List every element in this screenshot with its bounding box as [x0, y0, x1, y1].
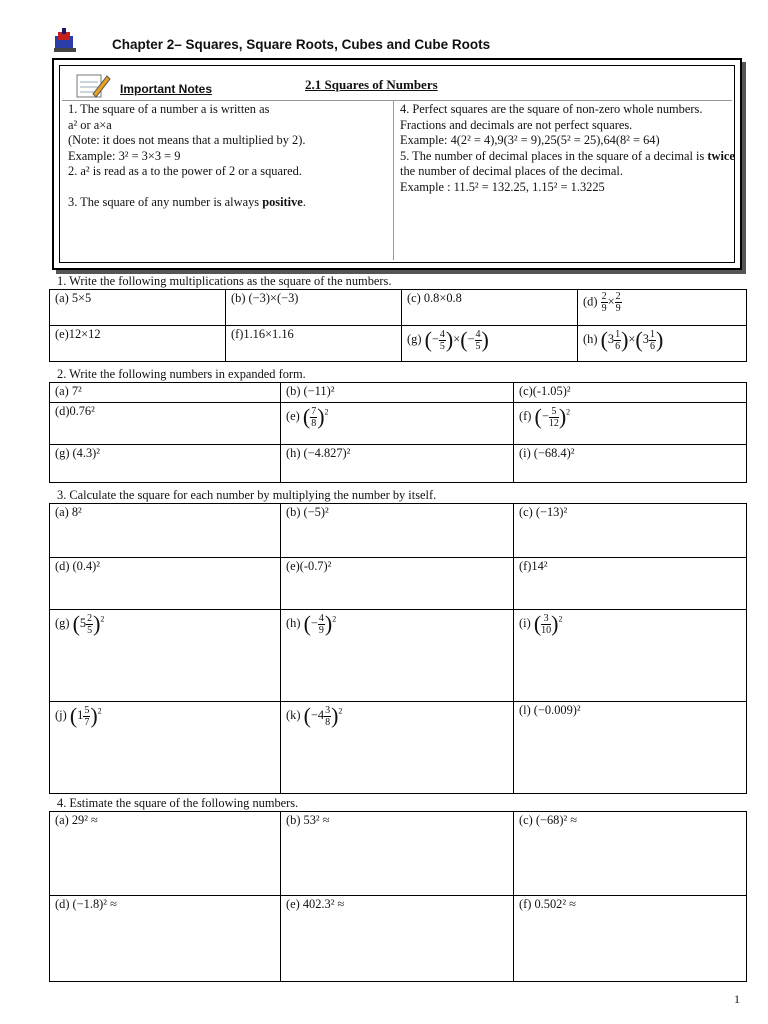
q3-cell-e: (e)(-0.7)²	[281, 558, 514, 610]
notes-section-title: 2.1 Squares of Numbers	[305, 77, 438, 92]
note-1-remark: (Note: it does not means that a multiplied by 2).	[68, 133, 306, 147]
q3-cell-h: (h) (− $\frac{4}{9}$ )$^2$	[281, 610, 514, 702]
q4-cell-a: (a) 29² ≈	[50, 812, 281, 896]
note-5-example: Example : 11.5² = 132.25, 1.15² = 1.3225	[400, 179, 605, 194]
question-3-table	[49, 503, 747, 794]
q3-cell-j: (j) (1 $\frac{5}{7}$ )$^2$	[50, 702, 281, 794]
q1-cell-a: (a) 5×5	[50, 290, 226, 326]
q1-cell-e: (e)12×12	[50, 326, 226, 362]
q3-cell-k: (k) (−4 $\frac{3}{8}$ )$^2$	[281, 702, 514, 794]
q2-cell-d: (d)0.76²	[50, 403, 281, 445]
notes-left-column	[68, 102, 386, 210]
q2-cell-f: (f) (− $\frac{5}{12}$ )$^2$	[514, 403, 747, 445]
note-1: 1. The square of a number a is written as	[68, 102, 270, 116]
important-notes-label: Important Notes	[120, 82, 213, 96]
note-3: 3. The square of any number is always positive.	[68, 194, 306, 209]
q1-cell-h: (h) (3 $\frac{1}{6}$ )×(3 $\frac{1}{6}$ )	[578, 326, 747, 362]
note-1-forms: a² or a×a	[68, 117, 112, 132]
q2-cell-e: (e) ( $\frac{7}{8}$ )$^2$	[281, 403, 514, 445]
q3-cell-a: (a) 8²	[50, 504, 281, 558]
chapter-title: Chapter 2– Squares, Square Roots, Cubes and Cube Roots	[112, 37, 491, 52]
notes-column-divider	[393, 100, 394, 260]
question-2-title: 2. Write the following numbers in expanded form.	[57, 367, 306, 381]
q1-cell-g: (g) (− $\frac{4}{5}$ )×(− $\frac{4}{5}$ )	[402, 326, 578, 362]
note-2: 2. a² is read as a to the power of 2 or a squared.	[68, 164, 302, 178]
notepad-icon	[75, 72, 111, 100]
q2-cell-a: (a) 7²	[50, 383, 281, 403]
notes-divider	[62, 100, 732, 101]
q1-cell-b: (b) (−3)×(−3)	[226, 290, 402, 326]
q2-cell-c: (c)(-1.05)²	[514, 383, 747, 403]
q1-cell-f: (f)1.16×1.16	[226, 326, 402, 362]
notes-right-column	[400, 102, 738, 195]
notes-inner-frame	[59, 65, 735, 263]
q2-cell-i: (i) (−68.4)²	[514, 445, 747, 483]
q3-cell-c: (c) (−13)²	[514, 504, 747, 558]
question-3-title: 3. Calculate the square for each number by multiplying the number by itself.	[57, 488, 437, 502]
note-1-example: Example: 3² = 3×3 = 9	[68, 148, 181, 163]
q3-cell-d: (d) (0.4)²	[50, 558, 281, 610]
q3-cell-f: (f)14²	[514, 558, 747, 610]
book-logo-icon	[52, 26, 78, 54]
note-5: 5. The number of decimal places in the square of a decimal is twice the number of decimal places of the decimal.	[400, 148, 735, 178]
q4-cell-c: (c) (−68)² ≈	[514, 812, 747, 896]
note-4-example: Example: 4(2² = 4),9(3² = 9),25(5² = 25),64(8² = 64)	[400, 133, 660, 147]
q2-cell-h: (h) (−4.827)²	[281, 445, 514, 483]
q2-cell-g: (g) (4.3)²	[50, 445, 281, 483]
q3-cell-b: (b) (−5)²	[281, 504, 514, 558]
q3-cell-l: (l) (−0.009)²	[514, 702, 747, 794]
q4-cell-f: (f) 0.502² ≈	[514, 896, 747, 982]
question-4-table	[49, 811, 747, 982]
question-1-table	[49, 289, 747, 362]
q4-cell-d: (d) (−1.8)² ≈	[50, 896, 281, 982]
question-1-title: 1. Write the following multiplications as the square of the numbers.	[57, 274, 392, 288]
q1-cell-d: (d) $\frac{2}{9}$ × $\frac{2}{9}$	[578, 290, 747, 326]
q3-cell-i: (i) ( $\frac{3}{10}$ )$^2$	[514, 610, 747, 702]
q2-cell-b: (b) (−11)²	[281, 383, 514, 403]
page-number: 1	[734, 992, 740, 1006]
question-4-title: 4. Estimate the square of the following numbers.	[57, 796, 299, 810]
question-2-table	[49, 382, 747, 483]
q1-cell-c: (c) 0.8×0.8	[402, 290, 578, 326]
q4-cell-b: (b) 53² ≈	[281, 812, 514, 896]
important-notes-box	[52, 58, 742, 270]
note-4: 4. Perfect squares are the square of non-zero whole numbers. Fractions and decimals are not perfect squares.	[400, 102, 703, 132]
q4-cell-e: (e) 402.3² ≈	[281, 896, 514, 982]
q3-cell-g: (g) (5 $\frac{2}{5}$ )$^2$	[50, 610, 281, 702]
